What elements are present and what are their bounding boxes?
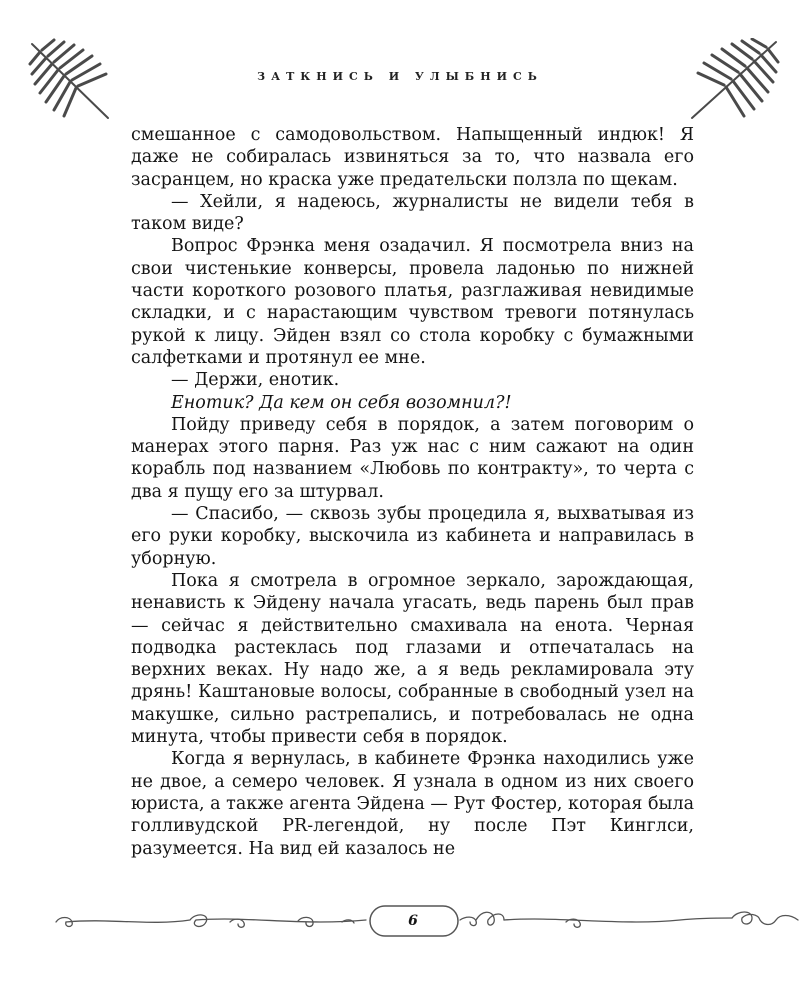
paragraph: смешанное с самодовольством. Напыщенный индюк! Я даже не собиралась извиняться за то, что назвала его засранцем, но краска уже предательски ползла по щекам. (131, 125, 694, 190)
paragraph: Когда я вернулась, в кабинете Фрэнка находились уже не двое, а семеро человек. Я узнала в одном из них своего юриста, а также агента Эйдена — Рут Фостер, которая была голливудской PR-легендой, ну после Пэт Кинглси, разумеется. На вид ей казалось не (131, 749, 694, 859)
paragraph: Пока я смотрела в огромное зеркало, зарождающая, ненависть к Эйдену начала угасать, ведь парень был прав — сейчас я действительно смахивала на енота. Черная подводка растеклась под глазами и отпечаталась на верхних веках. Ну надо же, а я ведь рекламировала эту дрянь! Каштановые волосы, собранные в свободный узел на макушке, сильно растрепались, и потребовалась не одна минута, чтобы привести себя в порядок. (131, 570, 694, 748)
paragraph: Пойду приведу себя в порядок, а затем поговорим о манерах этого парня. Раз уж нас с ним сажают на один корабль под названием «Любовь по контракту», то черта с два я пущу его за штурвал. (131, 414, 694, 502)
paragraph: — Хейли, я надеюсь, журналисты не видели тебя в таком виде? (131, 191, 694, 235)
paragraph: — Спасибо, — сквозь зубы процедила я, выхватывая из его руки коробку, выскочила из кабинета и направилась в уборную. (131, 504, 694, 569)
palm-leaf-right-icon (690, 38, 780, 120)
paragraph: — Держи, енотик. (171, 370, 340, 391)
running-title: ЗАТКНИСЬ И УЛЫБНИСЬ (257, 70, 543, 83)
paragraph: Вопрос Фрэнка меня озадачил. Я посмотрела вниз на свои чистенькие конверсы, провела ладонью по нижней части короткого розового платья, разглаживая невидимые складки, и с нарастающим чувством тревоги потянулась рукой к лицу. Эйден взял со стола коробку с бумажными салфетками и протянул ее мне. (131, 236, 694, 368)
body-text (131, 124, 694, 860)
italic-thought: Енотик? Да кем он себя возомнил?! (171, 392, 512, 413)
page-number: 6 (408, 913, 418, 929)
